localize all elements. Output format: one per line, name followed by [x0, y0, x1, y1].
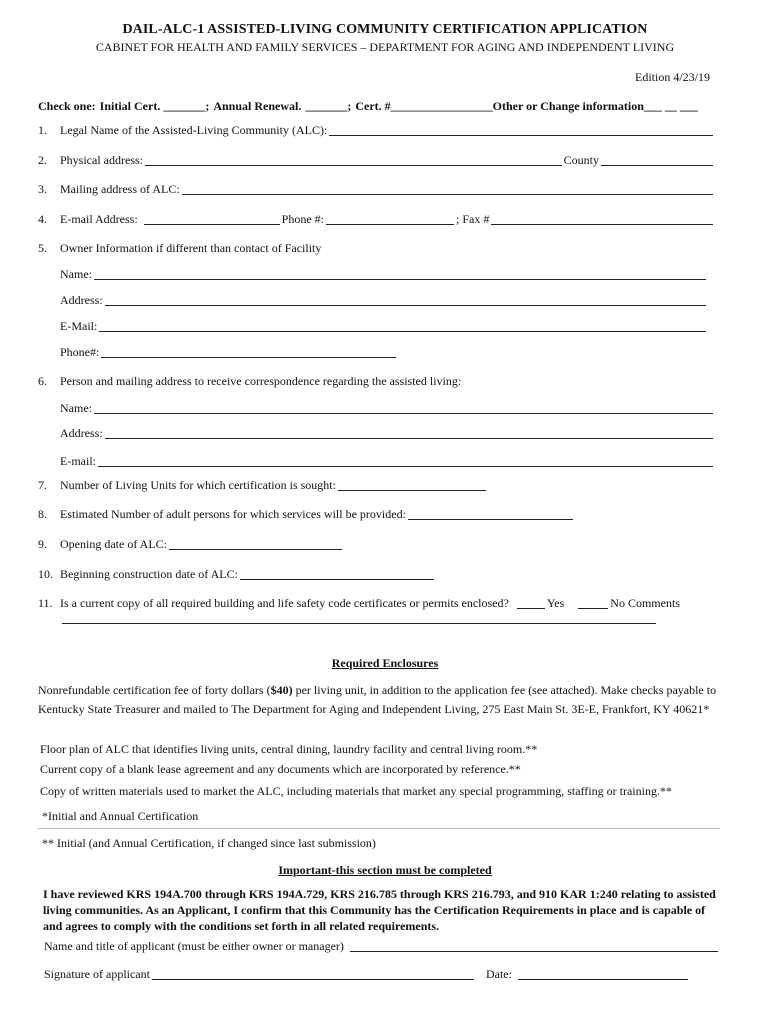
legal-name-field[interactable] — [329, 124, 713, 136]
applicant-statement: I have reviewed KRS 194A.700 through KRS 194A.729, KRS 216.785 through KRS 216.793, and 910 KAR 1:240 relating to assisted living communities. As an Applicant, I confirm that this Community has the Certification Requirements in place and is capable of and agrees to comply with the conditions set forth in all related requirements. — [43, 887, 716, 933]
item-number: 8. — [38, 507, 47, 521]
yes-blank[interactable] — [517, 597, 545, 609]
item-contact — [38, 211, 715, 227]
adult-persons-field[interactable] — [408, 508, 573, 520]
correspondence-address-label: Address: — [60, 426, 103, 440]
correspondence-email-field[interactable] — [98, 455, 713, 467]
fee-text-end: per living unit, in addition to the application fee (see attached). Make checks payable to Kentucky State Treasurer and mailed to The Department for Aging and Independent Living, 275 East Main St. 3E-E, Frankfort, KY 40621* — [38, 683, 717, 716]
item-number: 11. — [38, 596, 53, 610]
other-change-blank[interactable]: ___ __ ___ — [643, 99, 698, 113]
fee-paragraph — [38, 681, 720, 719]
other-change-option[interactable]: Other or Change information — [492, 99, 644, 113]
correspondence-name-field[interactable] — [94, 402, 713, 414]
form-title: DAIL-ALC-1 ASSISTED-LIVING COMMUNITY CERTIFICATION APPLICATION — [122, 22, 648, 37]
item-code-certificates — [38, 595, 720, 611]
correspondence-address-field[interactable] — [105, 427, 713, 439]
code-certificates-label: Is a current copy of all required building and life safety code certificates or permits enclosed? — [60, 596, 509, 610]
correspondence-name-row — [60, 400, 715, 416]
marketing-item: Copy of written materials used to market the ALC, including materials that market any special programming, staffing or training.** — [40, 784, 672, 798]
owner-email-row — [60, 318, 708, 334]
item-legal-name — [38, 122, 715, 138]
item-number: 4. — [38, 212, 47, 226]
physical-address-label: Physical address: — [60, 153, 143, 167]
item-living-units — [38, 477, 488, 493]
date-field[interactable] — [518, 968, 688, 980]
form-subtitle: CABINET FOR HEALTH AND FAMILY SERVICES – DEPARTMENT FOR AGING AND INDEPENDENT LIVING — [95, 40, 675, 54]
initial-cert-blank[interactable]: . _______; — [157, 99, 210, 113]
living-units-field[interactable] — [338, 479, 486, 491]
fee-text-start: Nonrefundable certification fee of forty dollars ( — [38, 683, 271, 697]
signature-field[interactable] — [152, 968, 474, 980]
item-number: 1. — [38, 123, 47, 137]
owner-name-label: Name: — [60, 267, 92, 281]
item-physical-address — [38, 152, 715, 168]
initial-changed-note: ** Initial (and Annual Certification, if changed since last submission) — [42, 836, 376, 850]
no-comments-label: No Comments — [610, 596, 680, 610]
signature-label: Signature of applicant — [44, 967, 150, 981]
date-label: Date: — [485, 967, 512, 981]
correspondence-email-row — [60, 453, 715, 469]
owner-info-label: Owner Information if different than contact of Facility — [60, 241, 322, 255]
applicant-name-label: Name and title of applicant (must be either owner or manager) — [44, 939, 344, 953]
applicant-name-field[interactable] — [350, 940, 718, 952]
legal-name-label: Legal Name of the Assisted-Living Community (ALC): — [60, 123, 328, 137]
county-label: County — [563, 153, 599, 167]
construction-date-field[interactable] — [240, 568, 434, 580]
item-correspondence — [38, 373, 715, 389]
owner-phone-label: Phone#: — [60, 345, 100, 359]
check-one-row — [38, 98, 720, 114]
correspondence-email-label: E-mail: — [60, 454, 96, 468]
item-adult-persons — [38, 506, 575, 522]
owner-email-field[interactable] — [99, 320, 706, 332]
no-comments-blank[interactable] — [578, 597, 608, 609]
fax-label: ; Fax # — [456, 212, 490, 226]
item-number: 7. — [38, 478, 47, 492]
physical-address-field[interactable] — [145, 154, 562, 166]
correspondence-address-row — [60, 425, 715, 441]
signature-row — [44, 966, 690, 982]
owner-name-row — [60, 266, 708, 282]
owner-address-field[interactable] — [105, 294, 706, 306]
item-number: 10. — [38, 567, 53, 581]
fee-amount: $40) — [270, 683, 293, 697]
annual-renewal-option[interactable]: Annual Renewal. — [213, 99, 302, 113]
living-units-label: Number of Living Units for which certification is sought: — [60, 478, 336, 492]
initial-cert-option[interactable]: Initial Cert — [99, 99, 158, 113]
mailing-address-field[interactable] — [182, 183, 713, 195]
edition-date: Edition 4/23/19 — [635, 70, 710, 84]
lease-item: Current copy of a blank lease agreement and any documents which are incorporated by reference.** — [40, 762, 521, 776]
opening-date-field[interactable] — [169, 538, 342, 550]
applicant-name-row — [44, 938, 720, 954]
cert-number-field[interactable]: _________________ — [390, 99, 493, 113]
enclosures-heading: Required Enclosures — [331, 656, 439, 670]
item-opening-date — [38, 536, 344, 552]
item-mailing-address — [38, 181, 715, 197]
owner-email-label: E-Mail: — [60, 319, 98, 333]
opening-date-label: Opening date of ALC: — [60, 537, 167, 551]
phone-label: Phone #: — [281, 212, 324, 226]
owner-address-row — [60, 292, 708, 308]
email-field[interactable] — [144, 213, 280, 225]
item-construction-date — [38, 566, 436, 582]
item-number: 5. — [38, 241, 47, 255]
correspondence-label: Person and mailing address to receive correspondence regarding the assisted living: — [60, 374, 462, 388]
phone-field[interactable] — [326, 213, 454, 225]
comments-field[interactable] — [62, 623, 656, 624]
item-number: 9. — [38, 537, 47, 551]
owner-phone-row — [60, 344, 398, 360]
email-label: E-mail Address: — [60, 212, 138, 226]
check-one-label: Check one: — [38, 99, 96, 113]
construction-date-label: Beginning construction date of ALC: — [60, 567, 238, 581]
county-field[interactable] — [601, 154, 713, 166]
owner-name-field[interactable] — [94, 268, 706, 280]
adult-persons-label: Estimated Number of adult persons for which services will be provided: — [60, 507, 406, 521]
floor-plan-item: Floor plan of ALC that identifies living units, central dining, laundry facility and central living room.** — [40, 742, 538, 756]
item-number: 6. — [38, 374, 47, 388]
owner-address-label: Address: — [60, 293, 103, 307]
cert-number-label: Cert. # — [355, 99, 391, 113]
annual-renewal-blank[interactable]: _______; — [305, 99, 352, 113]
important-heading: Important-this section must be completed — [278, 863, 492, 877]
item-owner-info — [38, 240, 715, 256]
initial-annual-note: *Initial and Annual Certification — [42, 809, 199, 823]
divider — [38, 828, 720, 829]
fax-field[interactable] — [491, 213, 713, 225]
mailing-address-label: Mailing address of ALC: — [60, 182, 180, 196]
item-number: 2. — [38, 153, 47, 167]
item-number: 3. — [38, 182, 47, 196]
correspondence-name-label: Name: — [60, 401, 92, 415]
yes-label: Yes — [546, 596, 565, 610]
owner-phone-field[interactable] — [101, 346, 396, 358]
